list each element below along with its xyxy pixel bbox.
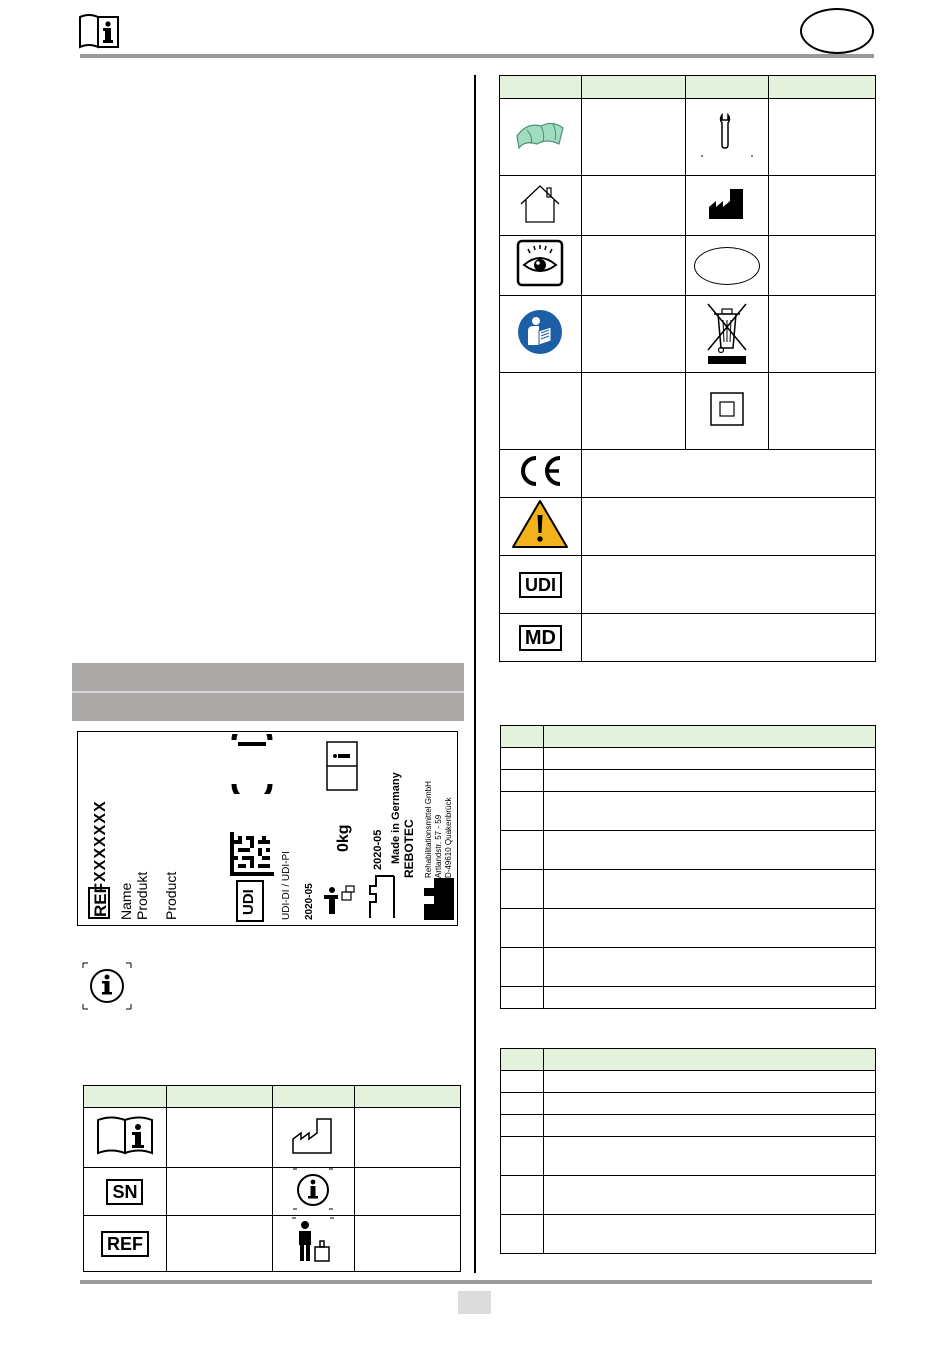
weee-bin-icon: [686, 296, 769, 373]
label-product: Product: [163, 871, 179, 920]
manual-info-icon: [84, 1108, 167, 1168]
label-datamatrix: [230, 832, 274, 876]
footer-rule: [80, 1280, 872, 1284]
warning-icon: [500, 498, 582, 556]
label-made-in: Made in Germany: [390, 772, 402, 864]
sn-label: SN: [106, 1179, 143, 1205]
th: [272, 1086, 355, 1108]
oval-icon: [686, 236, 769, 296]
wrench-icon: [686, 99, 769, 176]
label-manual-icon: [325, 740, 359, 792]
label-produkt: Produkt: [134, 871, 150, 920]
read-manual-icon: [500, 296, 582, 373]
udi-icon: [500, 556, 582, 614]
label-manufacturer-icon: [422, 874, 456, 922]
cell: [581, 450, 875, 498]
table-row: [501, 909, 876, 948]
label-ref-value: XXXXXXX: [92, 800, 109, 882]
cell: [769, 296, 876, 373]
page-number-box: [458, 1291, 491, 1314]
cell: [355, 1216, 461, 1272]
manufacture-date-icon: [272, 1108, 355, 1168]
md-label: MD: [519, 625, 562, 651]
th: [166, 1086, 272, 1108]
table-row: [501, 770, 876, 792]
udi-label: UDI: [519, 572, 562, 598]
cell: [769, 99, 876, 176]
eye-inspect-icon: [500, 236, 582, 296]
list-table-2: [500, 1048, 876, 1254]
product-label: [77, 731, 458, 926]
sn-icon: [84, 1168, 167, 1216]
header-rule: [80, 54, 874, 58]
cell: [581, 236, 686, 296]
section-bar: [72, 663, 464, 721]
cell: [769, 373, 876, 450]
label-ce-icon: [230, 734, 274, 794]
cell: [581, 176, 686, 236]
th: [544, 1049, 876, 1071]
cell: [500, 373, 582, 450]
max-user-weight-icon: [272, 1216, 355, 1272]
info-icon: [272, 1168, 355, 1216]
table-row: [501, 748, 876, 770]
table-row: [501, 948, 876, 987]
ref-icon: [84, 1216, 167, 1272]
table-row: [501, 1215, 876, 1254]
manufacturer-icon: [686, 176, 769, 236]
label-weight: 0kg: [335, 824, 352, 852]
table-row: [501, 870, 876, 909]
cell: [355, 1108, 461, 1168]
table-row: [501, 831, 876, 870]
list-table-1: [500, 725, 876, 1009]
th: [355, 1086, 461, 1108]
th: [769, 76, 876, 99]
th: [84, 1086, 167, 1108]
ref-label: REF: [101, 1231, 149, 1257]
table-row: [501, 1115, 876, 1137]
symbols-table-right: [499, 75, 876, 662]
column-divider: [474, 75, 476, 1273]
label-brand: REBOTEC: [402, 819, 416, 878]
cell: [581, 296, 686, 373]
cell: [769, 176, 876, 236]
table-row: [501, 1093, 876, 1115]
th: [501, 726, 544, 748]
label-company: Rehabilitationsmittel GmbH: [424, 781, 433, 878]
cell: [166, 1108, 272, 1168]
label-user-weight-icon: [320, 882, 360, 918]
cell: [581, 373, 686, 450]
cell: [581, 614, 875, 662]
th: [501, 1049, 544, 1071]
th: [686, 76, 769, 99]
th: [581, 76, 686, 99]
cell: [166, 1168, 272, 1216]
table-row: [501, 1137, 876, 1176]
label-date2: 2020-05: [372, 829, 384, 870]
symbols-table-left: [83, 1085, 461, 1272]
table-row: [501, 1176, 876, 1215]
md-icon: [500, 614, 582, 662]
label-ref: REF: [91, 883, 110, 917]
double-insulation-icon: [686, 373, 769, 450]
label-udi: UDI: [240, 889, 257, 915]
table-row: [501, 1071, 876, 1093]
label-manufacture-date-icon: [366, 872, 398, 920]
cell: [769, 236, 876, 296]
cell: [355, 1168, 461, 1216]
label-date1: 2020-05: [304, 883, 315, 920]
indoor-house-icon: [500, 176, 582, 236]
cell: [581, 556, 875, 614]
header-oval: [800, 8, 874, 54]
label-city: D-49610 Quakenbrück: [444, 797, 453, 878]
label-name: Name: [118, 882, 134, 920]
ce-icon: [500, 450, 582, 498]
table-row: [501, 792, 876, 831]
table-row: [501, 987, 876, 1009]
info-note-icon: [82, 962, 132, 1010]
cell: [581, 99, 686, 176]
th: [544, 726, 876, 748]
th: [500, 76, 582, 99]
label-udi-text: UDI-DI / UDI-PI: [281, 851, 292, 920]
cleaning-cloth-icon: [500, 99, 582, 176]
cell: [581, 498, 875, 556]
cell: [166, 1216, 272, 1272]
header-manual-icon: [78, 13, 120, 49]
label-street: Artlandstr. 57 - 59: [434, 814, 443, 878]
